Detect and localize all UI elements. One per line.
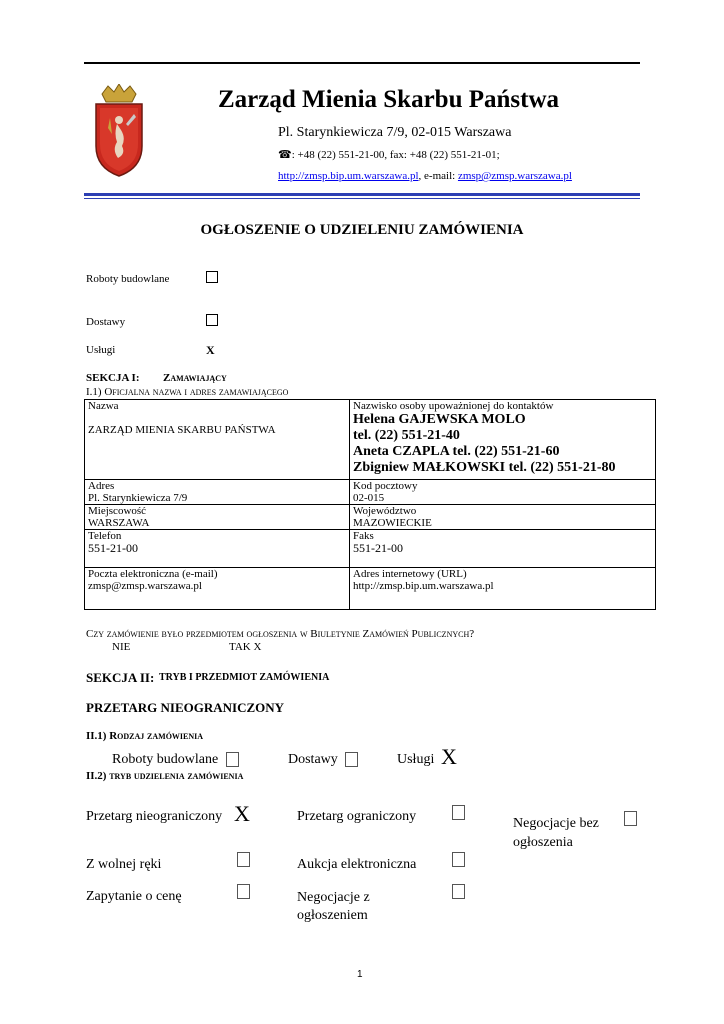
kind-robot-checkbox[interactable] [226, 752, 239, 767]
proc-price-inquiry-checkbox[interactable] [237, 884, 250, 899]
section1-subheading: I.1) Oficjalna nazwa i adres zamawiającego [86, 386, 289, 398]
section1-label: SEKCJA I: [86, 372, 140, 384]
section2-label: SEKCJA II: [86, 670, 155, 685]
name-cell [85, 400, 350, 480]
postal-code-cell [350, 480, 656, 505]
postal-code-label: Kod pocztowy [353, 480, 418, 492]
fax-label: Faks [353, 530, 374, 542]
institution-title: Zarząd Mienia Skarbu Państwa [218, 86, 560, 113]
postal-code-value: 02-015 [353, 492, 385, 504]
email-cell [85, 568, 350, 610]
proc-limited-checkbox[interactable] [452, 805, 465, 820]
proc-e-auction-label: Aukcja elektroniczna [297, 857, 417, 872]
order-type-robot-checkbox[interactable] [206, 271, 218, 283]
fax-cell [350, 530, 656, 568]
address-value: Pl. Starynkiewicza 7/9 [88, 492, 188, 504]
email-label: Poczta elektroniczna (e-mail) [88, 568, 218, 580]
procedure-mode: PRZETARG NIEOGRANICZONY [86, 700, 285, 715]
proc-negotiation-notice-checkbox[interactable] [452, 884, 465, 899]
contact-links [278, 170, 572, 182]
kind-dostawy-checkbox[interactable] [345, 752, 358, 767]
contact-line: Aneta CZAPLA tel. (22) 551-21-60 [353, 444, 560, 459]
section2-name: TRYB I PRZEDMIOT ZAMÓWIENIA [159, 672, 330, 683]
name-value: ZARZĄD MIENIA SKARBU PAŃSTWA [88, 424, 276, 436]
voivodeship-cell [350, 505, 656, 530]
blue-rule-thick [84, 193, 640, 196]
page-number: 1 [357, 969, 363, 980]
kind-dostawy-label: Dostawy [288, 752, 338, 767]
url-label: Adres internetowy (URL) [353, 568, 467, 580]
section1-name: Zamawiający [163, 372, 227, 384]
voivodeship-label: Województwo [353, 505, 417, 517]
telephone-label: Telefon [88, 530, 122, 542]
phone-numbers: : +48 (22) 551-21-00, fax: +48 (22) 551-21-01; [291, 149, 500, 161]
city-cell [85, 505, 350, 530]
bulletin-no[interactable]: NIE [112, 641, 131, 653]
phone-icon: ☎ [278, 149, 292, 161]
bulletin-question: Czy zamówienie było przedmiotem ogłoszenia w Biuletynie Zamówień Publicznych? [86, 628, 475, 640]
voivodeship-value: MAZOWIECKIE [353, 517, 432, 529]
address-label: Adres [88, 480, 115, 492]
top-rule [84, 62, 640, 64]
order-type-dostawy-label: Dostawy [86, 316, 126, 328]
contact-line: Helena GAJEWSKA MOLO [353, 412, 526, 427]
contact-line: tel. (22) 551-21-40 [353, 428, 460, 443]
order-type-dostawy-checkbox[interactable] [206, 314, 218, 326]
proc-negotiation-no-notice-label: Negocjacje bez ogłoszenia [513, 816, 599, 850]
email-label: , e-mail: [418, 170, 456, 182]
proc-unlimited-label: Przetarg nieograniczony [86, 809, 223, 824]
url-cell [350, 568, 656, 610]
proc-negotiation-no-notice-checkbox[interactable] [624, 811, 637, 826]
email-link[interactable]: zmsp@zmsp.warszawa.pl [457, 170, 572, 182]
section2-sub1: II.1) Rodzaj zamówienia [86, 730, 204, 742]
telephone-value: 551-21-00 [88, 541, 138, 555]
contact-label: Nazwisko osoby upoważnionej do kontaktów [353, 400, 554, 412]
proc-unlimited-mark[interactable]: X [234, 801, 250, 826]
website-link[interactable]: http://zmsp.bip.um.warszawa.pl [278, 170, 419, 182]
proc-free-hand-label: Z wolnej ręki [86, 857, 162, 872]
proc-free-hand-checkbox[interactable] [237, 852, 250, 867]
fax-value: 551-21-00 [353, 541, 403, 555]
kind-uslugi-mark[interactable]: X [441, 744, 457, 769]
kind-robot-label: Roboty budowlane [112, 752, 219, 767]
bulletin-yes[interactable]: TAK X [229, 641, 262, 653]
order-type-uslugi-mark[interactable]: X [206, 343, 215, 357]
email-value: zmsp@zmsp.warszawa.pl [88, 580, 202, 592]
kind-uslugi-label: Usługi [397, 752, 435, 767]
name-label: Nazwa [88, 400, 119, 412]
blue-rule-thin [84, 198, 640, 199]
proc-negotiation-notice-label: Negocjacje z ogłoszeniem [297, 890, 370, 923]
proc-price-inquiry-label: Zapytanie o cenę [86, 889, 182, 904]
telephone-cell [85, 530, 350, 568]
phone-line [278, 148, 500, 161]
city-value: WARSZAWA [88, 517, 150, 529]
contact-cell [350, 400, 656, 480]
url-value: http://zmsp.bip.um.warszawa.pl [353, 580, 494, 592]
institution-address: Pl. Starynkiewicza 7/9, 02-015 Warszawa [278, 125, 512, 140]
order-type-robot-label: Roboty budowlane [86, 273, 170, 285]
order-type-uslugi-label: Usługi [86, 344, 116, 356]
proc-e-auction-checkbox[interactable] [452, 852, 465, 867]
proc-limited-label: Przetarg ograniczony [297, 809, 417, 824]
address-cell [85, 480, 350, 505]
city-label: Miejscowość [88, 505, 147, 517]
document-heading: OGŁOSZENIE O UDZIELENIU ZAMÓWIENIA [200, 222, 524, 238]
contracting-authority-table [84, 399, 656, 610]
contact-line: Zbigniew MAŁKOWSKI tel. (22) 551-21-80 [353, 460, 616, 475]
section2-sub2: II.2) tryb udzielenia zamówienia [86, 770, 244, 782]
warsaw-coat-of-arms-icon [92, 84, 146, 178]
